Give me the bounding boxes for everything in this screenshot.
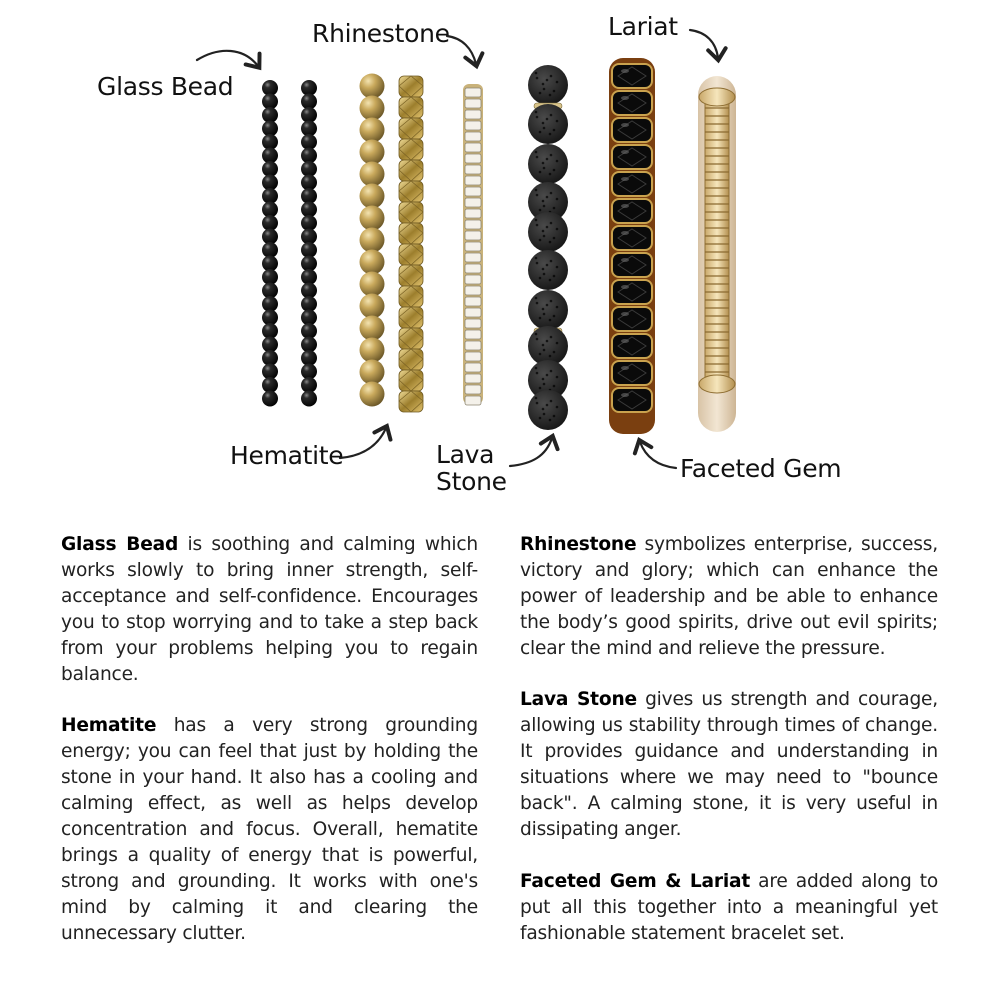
rhinestone-link — [465, 110, 481, 119]
hematite-bead — [360, 294, 385, 319]
rhinestone-bracelet — [463, 84, 483, 405]
rhinestone-link — [465, 275, 481, 284]
rhinestone-link — [465, 385, 481, 394]
rhinestone-link — [465, 220, 481, 229]
faceted-hematite-bead — [399, 160, 423, 181]
rhinestone-link — [465, 308, 481, 317]
rhinestone-description — [520, 532, 938, 662]
description-text: has a very strong grounding energy; you can feel that just by holding the stone in your hand. It also has a cooling and calming effect, as well as helps develop concentration and focus. Overall, hematite brings a quality of energy that is powerful, strong and grounding. It works with one's mind by calming it and clearing the unnecessary clutter. — [61, 715, 478, 944]
lava-stone-label — [436, 441, 507, 495]
rhinestone-link — [465, 396, 481, 405]
faceted-hematite-bead — [399, 118, 423, 139]
hematite-bead — [360, 74, 385, 99]
description-term: Hematite — [61, 715, 157, 737]
hematite-bead — [360, 162, 385, 187]
description-text: gives us strength and courage, allowing us stability through times of change. It provides guidance and understanding in situations where we may need to "bounce back". A calming stone, it is very useful in dissipating anger. — [520, 689, 938, 840]
rhinestone-link — [465, 165, 481, 174]
hematite-bead — [360, 250, 385, 275]
faceted-hematite-bead — [399, 391, 423, 412]
hematite-bead — [360, 140, 385, 165]
arrow-icon — [340, 428, 386, 458]
glass-bead-bracelets — [262, 80, 317, 407]
hematite-bead — [360, 228, 385, 253]
rhinestone-link — [465, 330, 481, 339]
arrow-icon — [640, 442, 676, 468]
lava-label-line1: Lava — [436, 440, 495, 469]
description-column-right — [520, 532, 938, 972]
arrow-icon — [197, 51, 258, 66]
hematite-bead — [360, 338, 385, 363]
hematite-bead — [360, 96, 385, 121]
hematite-bead — [360, 382, 385, 407]
rhinestone-link — [465, 374, 481, 383]
rhinestone-link — [465, 264, 481, 273]
arrow-icon — [510, 438, 552, 466]
lava-bead — [528, 250, 568, 290]
faceted-hematite-bead — [399, 76, 423, 97]
hematite-bracelets — [360, 74, 424, 413]
glass-bead-description — [61, 532, 478, 687]
hematite-bead — [360, 206, 385, 231]
lava-bead — [528, 212, 568, 252]
faceted-hematite-bead — [399, 265, 423, 286]
hematite-bead — [360, 184, 385, 209]
hematite-bead — [360, 118, 385, 143]
faceted-gem-label: Faceted Gem — [680, 454, 842, 483]
rhinestone-link — [465, 176, 481, 185]
rhinestone-link — [465, 132, 481, 141]
rhinestone-link — [465, 154, 481, 163]
lava-bead — [528, 144, 568, 184]
glass-bead — [262, 391, 278, 407]
faceted-hematite-bead — [399, 286, 423, 307]
lava-stone-bracelet — [528, 65, 568, 430]
faceted-hematite-bead — [399, 349, 423, 370]
arrow-icon — [690, 30, 718, 58]
glass-bead-label: Glass Bead — [97, 72, 234, 101]
rhinestone-link — [465, 341, 481, 350]
hematite-label: Hematite — [230, 441, 344, 470]
faceted-hematite-bead — [399, 202, 423, 223]
rhinestone-link — [465, 363, 481, 372]
description-text: is soothing and calming which works slowly to bring inner strength, self-acceptance and self-confidence. Encourages you to stop worrying and to take a step back from your problems helping you to regain balance. — [61, 534, 479, 685]
faceted-gem-lariat-description — [520, 869, 938, 947]
faceted-hematite-bead — [399, 307, 423, 328]
faceted-hematite-bead — [399, 97, 423, 118]
faceted-hematite-bead — [399, 244, 423, 265]
description-text: are added along to put all this together into a meaningful yet fashionable statement bracelet set. — [520, 870, 939, 944]
hematite-bead — [360, 360, 385, 385]
description-term: Rhinestone — [520, 534, 637, 555]
lariat-bracelet — [698, 76, 736, 432]
faceted-gem-bracelet — [609, 58, 655, 434]
hematite-bead — [360, 316, 385, 341]
faceted-hematite-bead — [399, 223, 423, 244]
lava-bead — [528, 65, 568, 105]
lava-bead — [528, 104, 568, 144]
rhinestone-link — [465, 286, 481, 295]
description-term: Faceted Gem & Lariat — [520, 870, 751, 892]
lariat-label: Lariat — [608, 12, 678, 41]
rhinestone-label: Rhinestone — [312, 19, 450, 48]
faceted-hematite-bead — [399, 370, 423, 391]
rhinestone-link — [465, 99, 481, 108]
rhinestone-link — [465, 231, 481, 240]
rhinestone-link — [465, 143, 481, 152]
lava-bead — [528, 390, 568, 430]
rhinestone-link — [465, 242, 481, 251]
rhinestone-link — [465, 187, 481, 196]
lava-bead — [528, 290, 568, 330]
rhinestone-link — [465, 253, 481, 262]
hematite-bead — [360, 272, 385, 297]
lava-stone-description — [520, 687, 938, 842]
description-column-left — [61, 532, 478, 972]
hematite-description — [61, 713, 478, 946]
rhinestone-link — [465, 352, 481, 361]
rhinestone-link — [465, 88, 481, 97]
description-text: symbolizes enterprise, success, victory and glory; which can enhance the power of leadership and be able to enhance the body’s good spirits, drive out evil spirits; clear the mind and relieve the pressure. — [520, 534, 938, 659]
glass-bead — [301, 391, 317, 407]
lava-label-line2: Stone — [436, 467, 507, 496]
faceted-hematite-bead — [399, 328, 423, 349]
faceted-hematite-bead — [399, 139, 423, 160]
faceted-hematite-bead — [399, 181, 423, 202]
rhinestone-link — [465, 121, 481, 130]
rhinestone-link — [465, 319, 481, 328]
rhinestone-link — [465, 209, 481, 218]
rhinestone-link — [465, 198, 481, 207]
description-term: Lava Stone — [520, 689, 637, 711]
description-term: Glass Bead — [61, 534, 179, 555]
arrow-icon — [447, 36, 476, 64]
rhinestone-link — [465, 297, 481, 306]
